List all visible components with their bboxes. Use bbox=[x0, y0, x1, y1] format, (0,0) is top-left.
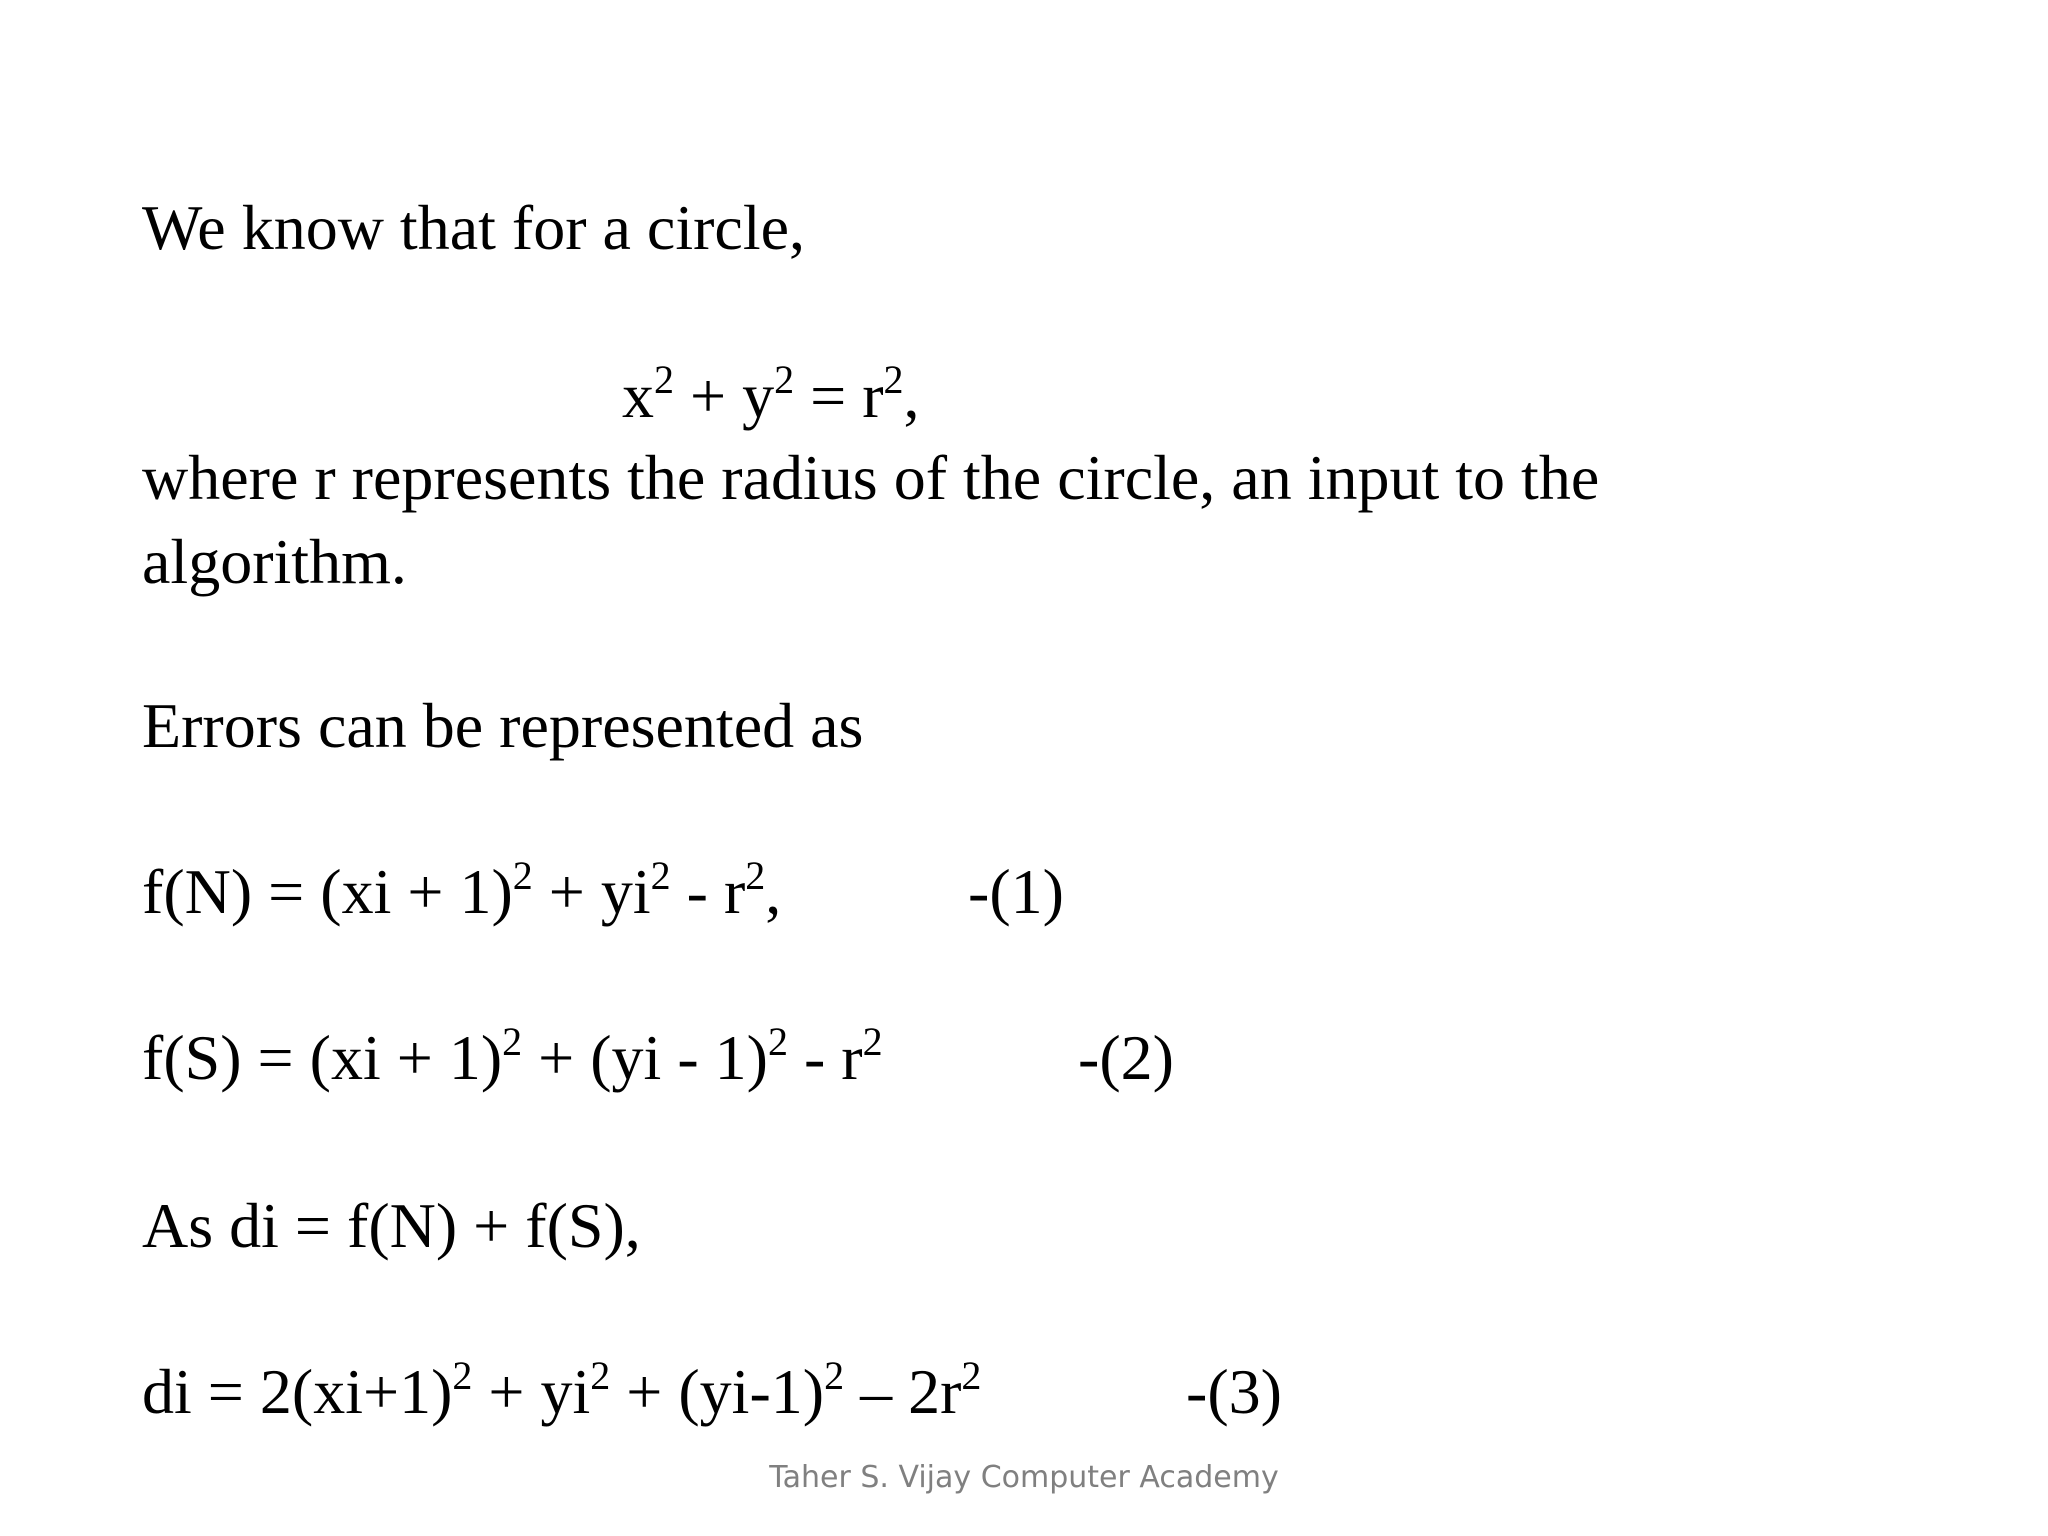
as-line: As di = f(N) + f(S), bbox=[142, 1190, 641, 1261]
equation-1-number: -(1) bbox=[968, 856, 1064, 927]
eq3-sup: 2 bbox=[824, 1353, 845, 1398]
eq2-part: - r bbox=[787, 1022, 863, 1093]
eq3-sup: 2 bbox=[961, 1353, 982, 1398]
eq1-sup: 2 bbox=[512, 853, 533, 898]
eq1-sup: 2 bbox=[650, 853, 671, 898]
eq-comma: , bbox=[903, 360, 920, 431]
eq-r: = r bbox=[794, 360, 884, 431]
eq2-part: + (yi - 1) bbox=[522, 1022, 768, 1093]
eq-sup: 2 bbox=[774, 357, 795, 402]
eq3-part: + yi bbox=[472, 1356, 591, 1427]
eq-x: x bbox=[622, 360, 654, 431]
equation-2 bbox=[142, 1019, 883, 1093]
eq-y: + y bbox=[674, 360, 775, 431]
eq1-part: + yi bbox=[532, 856, 651, 927]
equation-2-number: -(2) bbox=[1078, 1022, 1174, 1093]
eq1-part: , bbox=[765, 856, 782, 927]
where-line-1: where r represents the radius of the circle, an input to the bbox=[142, 442, 1600, 513]
eq3-part: + (yi-1) bbox=[610, 1356, 825, 1427]
eq2-sup: 2 bbox=[502, 1019, 523, 1064]
eq1-part: f(N) = (xi + 1) bbox=[142, 856, 513, 927]
eq2-sup: 2 bbox=[862, 1019, 883, 1064]
equation-3-number: -(3) bbox=[1186, 1356, 1282, 1427]
eq3-part: di = 2(xi+1) bbox=[142, 1356, 453, 1427]
eq3-part: – 2r bbox=[844, 1356, 962, 1427]
equation-1 bbox=[142, 853, 782, 927]
intro-text: We know that for a circle, bbox=[142, 192, 805, 263]
eq2-sup: 2 bbox=[767, 1019, 788, 1064]
eq-sup: 2 bbox=[883, 357, 904, 402]
eq2-part: f(S) = (xi + 1) bbox=[142, 1022, 503, 1093]
eq1-sup: 2 bbox=[745, 853, 766, 898]
circle-equation bbox=[622, 357, 920, 431]
eq-sup: 2 bbox=[654, 357, 674, 402]
eq1-part: - r bbox=[670, 856, 746, 927]
eq3-sup: 2 bbox=[452, 1353, 473, 1398]
equation-3 bbox=[142, 1353, 982, 1427]
eq3-sup: 2 bbox=[590, 1353, 611, 1398]
errors-intro: Errors can be represented as bbox=[142, 690, 864, 761]
where-line-2: algorithm. bbox=[142, 526, 407, 597]
slide-footer: Taher S. Vijay Computer Academy bbox=[769, 1460, 1279, 1495]
